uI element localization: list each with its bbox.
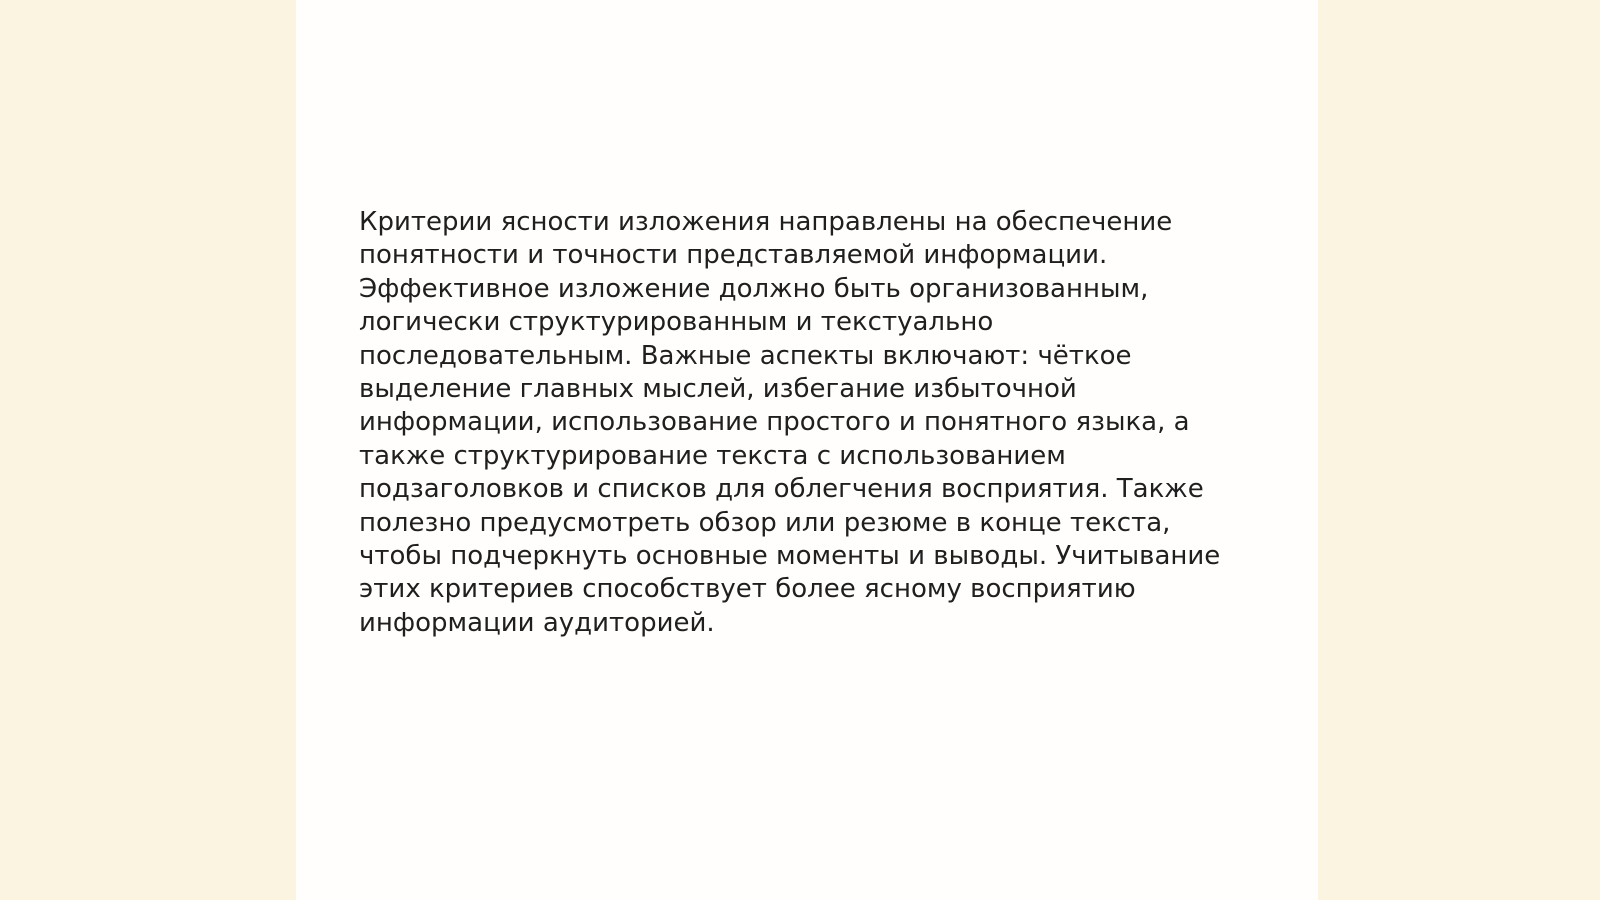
slide xyxy=(296,0,1318,900)
slide-body-text: Критерии ясности изложения направлены на обеспечение понятности и точности представляемой информации. Эффективное изложение должно быть организованным, логически структурированным и текстуально последовательным. Важные аспекты включают: чёткое выделение главных мыслей, избегание избыточной информации, использование простого и понятного языка, а также структурирование текста с использованием подзаголовков и списков для облегчения восприятия. Также полезно предусмотреть обзор или резюме в конце текста, чтобы подчеркнуть основные моменты и выводы. Учитывание этих критериев способствует более ясному восприятию информации аудиторией. xyxy=(359,207,1221,638)
